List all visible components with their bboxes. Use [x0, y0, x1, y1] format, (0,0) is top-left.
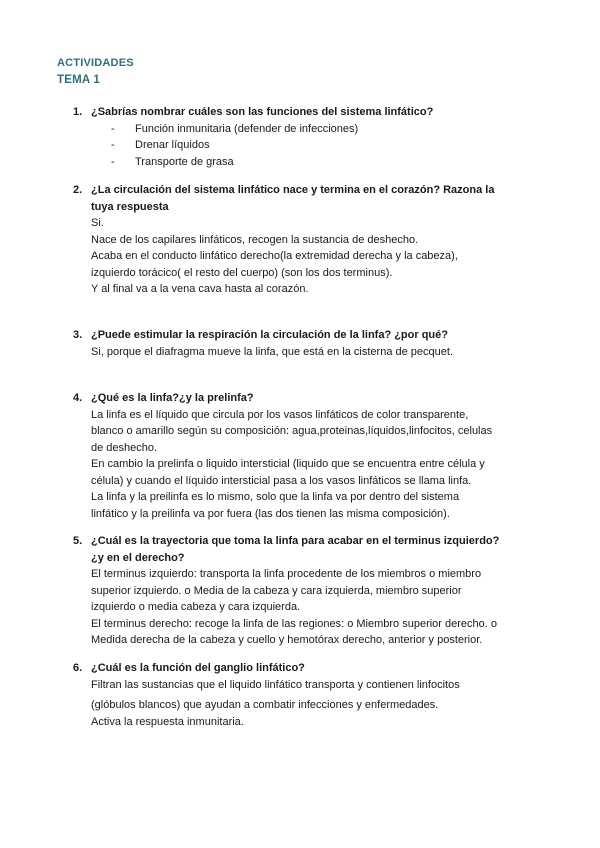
answer-line: Si, porque el diafragma mueve la linfa, que está en la cisterna de pecquet.: [91, 345, 454, 358]
question-line: ¿La circulación del sistema linfático nace y termina en el corazón? Razona la: [91, 184, 495, 196]
answer: [91, 215, 553, 298]
answer: [91, 344, 553, 361]
list-item: - Drenar líquidos: [111, 137, 553, 154]
section-heading: ACTIVIDADES: [57, 57, 134, 69]
answer-line: Filtran las sustancias que el liquido linfático transporta y contienen linfocitos: [91, 678, 460, 691]
question-3: [73, 327, 553, 360]
answer-line: izquierdo torácico( el resto del cuerpo) (son los dos terminus).: [91, 266, 393, 279]
question-line: ¿y en el derecho?: [91, 551, 185, 564]
answer-line: La linfa es el líquido que circula por los vasos linfáticos de color transparente,: [91, 408, 469, 421]
question-5: [73, 533, 553, 649]
question-text: ¿Cuál es la función del ganglio linfático?: [91, 662, 305, 674]
function-list: [73, 121, 553, 171]
question-6: [73, 660, 553, 730]
answer-line: linfático y la preilinfa va por fuera (las dos tienen las misma composición).: [91, 507, 450, 520]
answer-line: En cambio la prelinfa o liquido intersticial (liquido que se encuentra entre célula y: [91, 458, 485, 470]
answer-line: Activa la respuesta inmunitaria.: [91, 715, 244, 728]
answer-line: El terminus izquierdo: transporta la linfa procedente de los miembros o miembro: [91, 568, 482, 580]
answer-line: blanco o amarillo según su composición: agua,proteinas,líquidos,linfocitos, celulas: [91, 425, 493, 437]
answer: [91, 677, 553, 731]
question-number: 5.: [73, 535, 83, 547]
question-number: 2.: [73, 184, 83, 196]
question-text: ¿Sabrías nombrar cuáles son las funciones del sistema linfático?: [91, 106, 434, 118]
answer-line: célula) y cuando el líquido intersticial pasa a los vasos linfáticos se llama linfa.: [91, 474, 472, 487]
answer-line: El terminus derecho: recoge la linfa de las regiones: o Miembro superior derecho. o: [91, 617, 497, 630]
answer-line: (glóbulos blancos) que ayudan a combatir infecciones y enfermedades.: [91, 699, 439, 711]
question-text: ¿Puede estimular la respiración la circulación de la linfa? ¿por qué?: [91, 329, 448, 341]
list-item: - Transporte de grasa: [111, 154, 553, 171]
question-text: [91, 533, 499, 566]
answer-line: superior izquierdo. o Media de la cabeza y cara izquierda, miembro superior: [91, 584, 462, 597]
answer-line: Y al final va a la vena cava hasta al corazón.: [91, 283, 309, 295]
question-4: [73, 390, 553, 522]
question-number: 4.: [73, 392, 83, 404]
answer-line: Acaba en el conducto linfático derecho(la extremidad derecha y la cabeza),: [91, 250, 458, 262]
question-2: [73, 182, 553, 298]
question-text: [91, 182, 494, 215]
answer-line: Si.: [91, 217, 104, 229]
topic-heading: TEMA 1: [57, 74, 100, 86]
answer: [91, 566, 553, 649]
answer-line: izquierdo o media cabeza y cara izquierda.: [91, 601, 301, 613]
question-1: [73, 104, 553, 170]
list-item: - Función inmunitaria (defender de infecciones): [111, 121, 553, 138]
answer-line: Medida derecha de la cabeza y cuello y hemotórax derecho, anterior y posterior.: [91, 634, 483, 646]
question-number: 6.: [73, 662, 83, 674]
question-line: tuya respuesta: [91, 200, 169, 213]
question-number: 1.: [73, 106, 83, 118]
answer-line: La linfa y la preilinfa es lo mismo, solo que la linfa va por dentro del sistema: [91, 491, 460, 503]
question-line: ¿Cuál es la trayectoria que toma la linfa para acabar en el terminus izquierdo?: [91, 535, 500, 547]
answer-line: de deshecho.: [91, 441, 158, 454]
answer: [91, 407, 553, 523]
question-text: ¿Qué es la linfa?¿y la prelinfa?: [91, 392, 254, 404]
question-number: 3.: [73, 329, 83, 341]
answer-line: Nace de los capilares linfáticos, recogen la sustancia de deshecho.: [91, 233, 419, 246]
